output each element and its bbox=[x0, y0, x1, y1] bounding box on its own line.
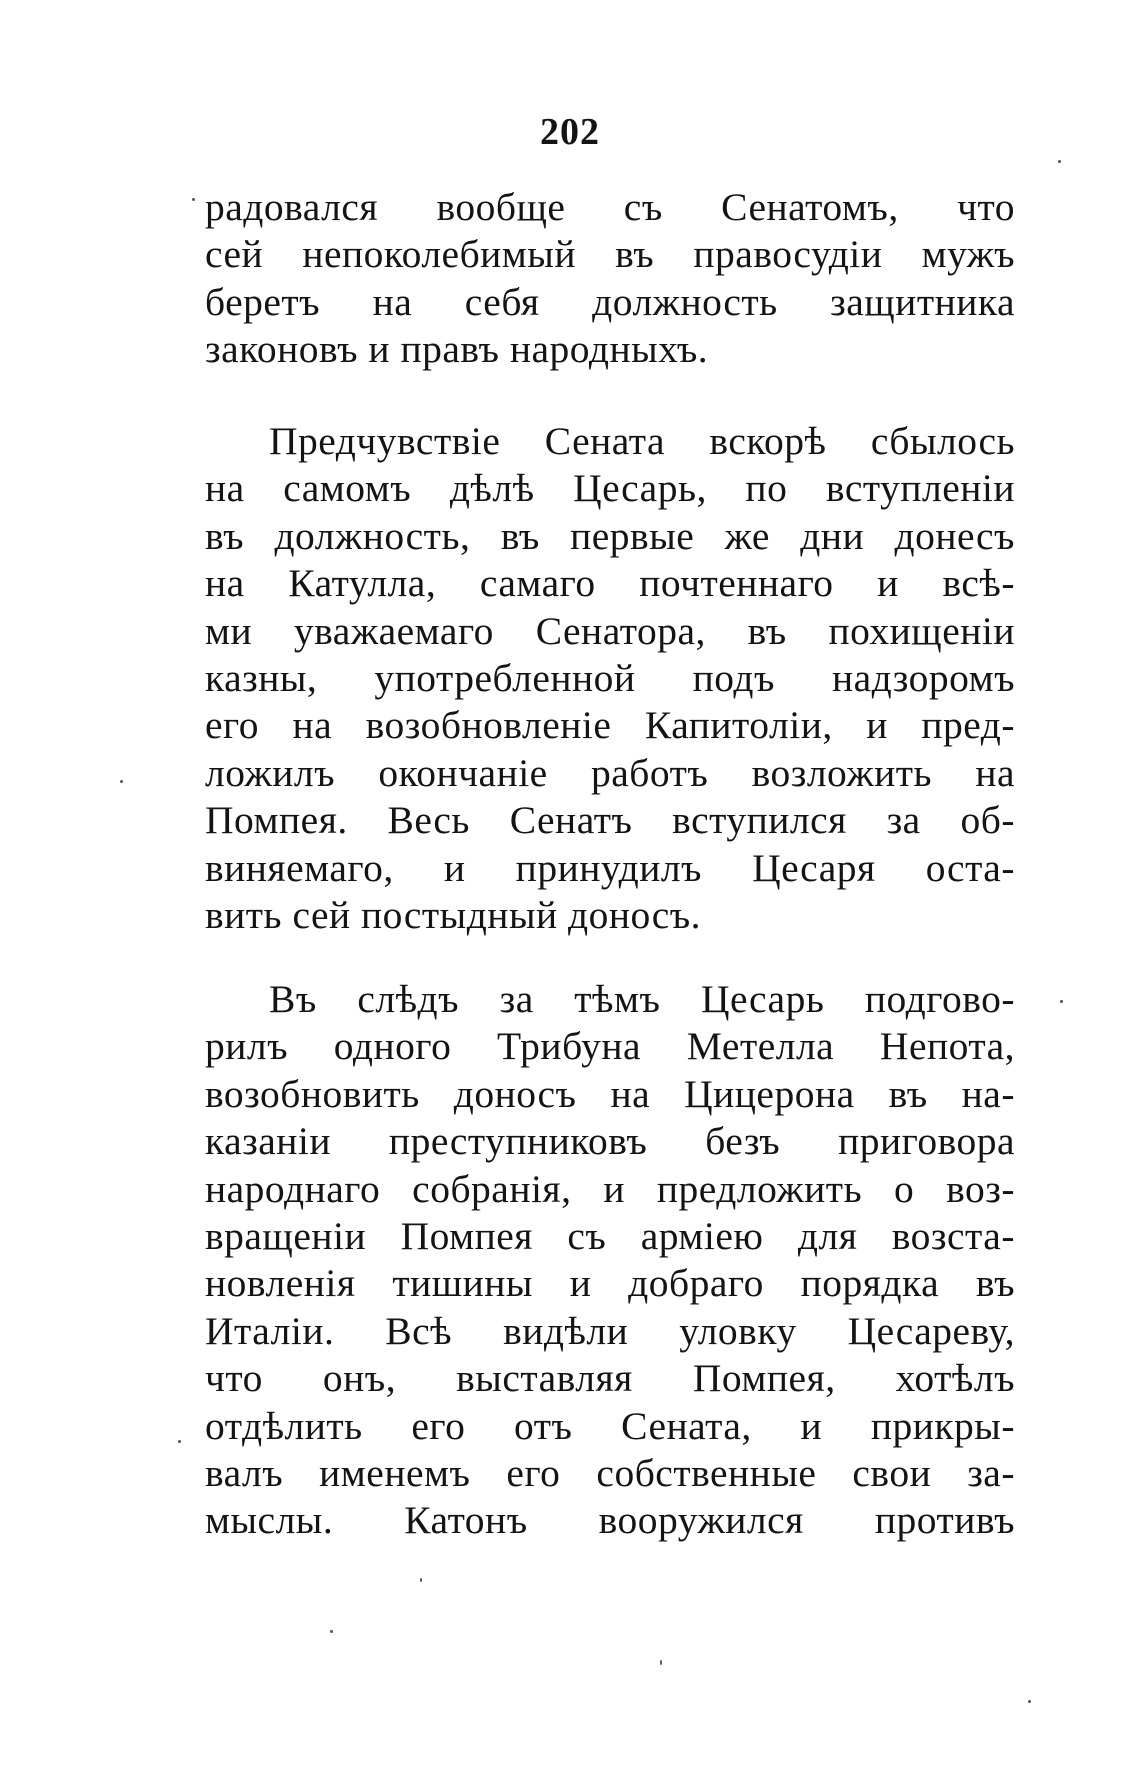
text-line: ми уважаемаго Сенатора, въ похищеніи bbox=[205, 608, 1015, 653]
scan-speck bbox=[192, 198, 195, 201]
text-line: въ должность, въ первые же дни донесъ bbox=[205, 513, 1015, 558]
paragraph-3 bbox=[205, 976, 1015, 1545]
text-line: вить сей постыдный доносъ. bbox=[205, 892, 702, 937]
text-line: мыслы. Катонъ вооружился противъ bbox=[205, 1498, 1015, 1543]
scan-speck bbox=[660, 1660, 662, 1665]
text-line: казаніи преступниковъ безъ приговора bbox=[205, 1119, 1015, 1164]
scan-speck bbox=[1028, 1700, 1031, 1703]
paragraph-1 bbox=[205, 184, 1015, 374]
text-line: беретъ на себя должность защитника bbox=[205, 279, 1015, 324]
scan-speck bbox=[1060, 1000, 1063, 1003]
text-line: отдѣлить его отъ Сената, и прикры- bbox=[205, 1403, 1015, 1448]
text-line: Предчувствіе Сената вскорѣ сбылось bbox=[269, 419, 1015, 463]
text-line: законовъ и правъ народныхъ. bbox=[205, 327, 709, 372]
text-line: на самомъ дѣлѣ Цесарь, по вступленіи bbox=[205, 466, 1015, 511]
text-line: возобновить доносъ на Цицерона въ на- bbox=[205, 1071, 1015, 1116]
page-number: 202 bbox=[540, 111, 600, 153]
text-line: вращеніи Помпея съ арміею для возста- bbox=[205, 1213, 1015, 1258]
scan-speck bbox=[420, 1578, 422, 1582]
text-line: его на возобновленіе Капитоліи, и пред- bbox=[205, 703, 1015, 748]
text-line: ложилъ окончаніе работъ возложить на bbox=[205, 750, 1015, 795]
text-line: рилъ одного Трибуна Метелла Непота, bbox=[205, 1024, 1015, 1069]
text-line: народнаго собранія, и предложить о воз- bbox=[205, 1166, 1015, 1211]
scan-speck bbox=[330, 1630, 333, 1633]
scan-speck bbox=[120, 780, 123, 783]
scan-speck bbox=[1058, 160, 1061, 163]
text-line: валъ именемъ его собственные свои за- bbox=[205, 1450, 1015, 1495]
text-line: на Катулла, самаго почтеннаго и всѣ- bbox=[205, 561, 1015, 606]
text-line: виняемаго, и принудилъ Цесаря оста- bbox=[205, 845, 1015, 890]
text-line: Италіи. Всѣ видѣли уловку Цесареву, bbox=[205, 1308, 1015, 1353]
paragraph-2 bbox=[205, 418, 1015, 939]
text-line: что онъ, выставляя Помпея, хотѣлъ bbox=[205, 1356, 1015, 1401]
text-line: казны, употребленной подъ надзоромъ bbox=[205, 655, 1015, 700]
scan-speck bbox=[178, 1440, 181, 1443]
text-line: радовался вообще съ Сенатомъ, что bbox=[205, 185, 1015, 229]
text-line: новленія тишины и добраго порядка въ bbox=[205, 1261, 1015, 1306]
text-line: Въ слѣдъ за тѣмъ Цесарь подгово- bbox=[269, 977, 1015, 1021]
text-line: сей непоколебимый въ правосудіи мужъ bbox=[205, 232, 1015, 277]
text-line: Помпея. Весь Сенатъ вступился за об- bbox=[205, 798, 1015, 843]
